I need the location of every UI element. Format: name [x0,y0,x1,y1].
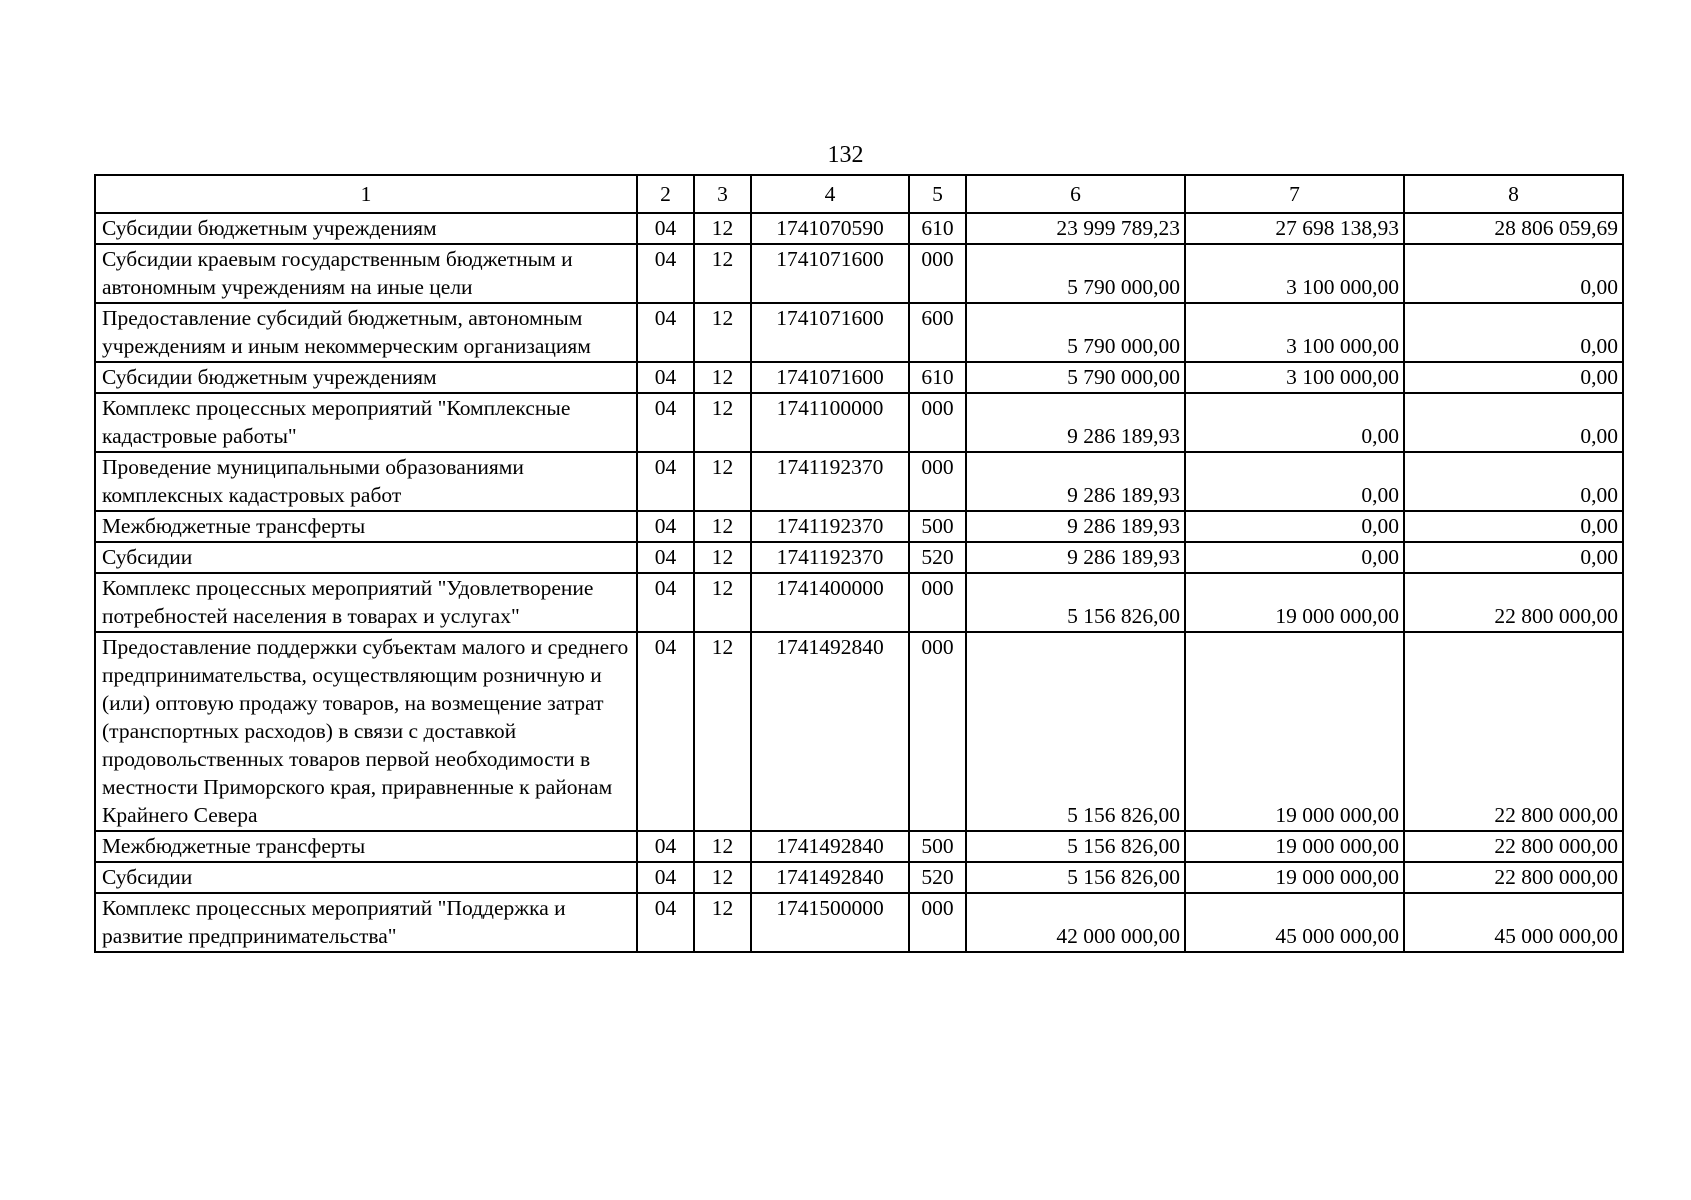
item-name: Межбюджетные трансферты [95,831,637,862]
section-code: 04 [637,831,694,862]
expense-type: 000 [909,632,966,831]
amount-col-7: 19 000 000,00 [1185,862,1404,893]
subsection-code: 12 [694,573,751,632]
target-article: 1741192370 [751,452,909,511]
amount-col-7: 3 100 000,00 [1185,244,1404,303]
table-row [95,862,1623,893]
table-row [95,831,1623,862]
amount-col-7: 0,00 [1185,452,1404,511]
item-name: Предоставление поддержки субъектам малого и среднего предпринимательства, осуществляющим розничную и (или) оптовую продажу товаров, на возмещение затрат (транспортных расходов) в связи с доставкой продовольственных товаров первой необходимости в местности Приморского края, приравненные к районам Крайнего Севера [95,632,637,831]
amount-col-6: 42 000 000,00 [966,893,1185,952]
amount-col-8: 0,00 [1404,511,1623,542]
table-row [95,632,1623,831]
table-row [95,393,1623,452]
expense-type: 610 [909,213,966,244]
table-row [95,244,1623,303]
amount-col-6: 5 156 826,00 [966,831,1185,862]
table-row [95,893,1623,952]
target-article: 1741492840 [751,831,909,862]
table-header-row [95,175,1623,213]
expense-type: 500 [909,831,966,862]
target-article: 1741071600 [751,303,909,362]
subsection-code: 12 [694,511,751,542]
target-article: 1741100000 [751,393,909,452]
amount-col-6: 5 156 826,00 [966,573,1185,632]
amount-col-8: 0,00 [1404,452,1623,511]
item-name: Субсидии краевым государственным бюджетным и автономным учреждениям на иные цели [95,244,637,303]
section-code: 04 [637,511,694,542]
target-article: 1741492840 [751,632,909,831]
item-name: Межбюджетные трансферты [95,511,637,542]
amount-col-7: 27 698 138,93 [1185,213,1404,244]
item-name: Субсидии [95,862,637,893]
column-header-1: 1 [95,175,637,213]
subsection-code: 12 [694,632,751,831]
section-code: 04 [637,862,694,893]
amount-col-6: 5 156 826,00 [966,632,1185,831]
target-article: 1741500000 [751,893,909,952]
expense-type: 000 [909,244,966,303]
amount-col-6: 9 286 189,93 [966,511,1185,542]
amount-col-7: 19 000 000,00 [1185,573,1404,632]
amount-col-8: 0,00 [1404,303,1623,362]
amount-col-6: 5 790 000,00 [966,362,1185,393]
subsection-code: 12 [694,893,751,952]
subsection-code: 12 [694,831,751,862]
item-name: Комплекс процессных мероприятий "Удовлетворение потребностей населения в товарах и услугах" [95,573,637,632]
amount-col-8: 22 800 000,00 [1404,862,1623,893]
expense-type: 610 [909,362,966,393]
amount-col-8: 0,00 [1404,393,1623,452]
amount-col-8: 0,00 [1404,244,1623,303]
item-name: Субсидии бюджетным учреждениям [95,213,637,244]
page-number: 132 [827,142,864,168]
subsection-code: 12 [694,393,751,452]
column-header-8: 8 [1404,175,1623,213]
section-code: 04 [637,893,694,952]
section-code: 04 [637,393,694,452]
subsection-code: 12 [694,362,751,393]
amount-col-8: 0,00 [1404,542,1623,573]
column-header-5: 5 [909,175,966,213]
amount-col-6: 9 286 189,93 [966,452,1185,511]
amount-col-7: 0,00 [1185,511,1404,542]
section-code: 04 [637,632,694,831]
item-name: Субсидии бюджетным учреждениям [95,362,637,393]
subsection-code: 12 [694,244,751,303]
amount-col-7: 19 000 000,00 [1185,831,1404,862]
amount-col-7: 45 000 000,00 [1185,893,1404,952]
amount-col-6: 23 999 789,23 [966,213,1185,244]
table-row [95,452,1623,511]
amount-col-7: 19 000 000,00 [1185,632,1404,831]
amount-col-6: 9 286 189,93 [966,393,1185,452]
expense-type: 600 [909,303,966,362]
column-header-2: 2 [637,175,694,213]
amount-col-6: 9 286 189,93 [966,542,1185,573]
item-name: Комплекс процессных мероприятий "Поддержка и развитие предпринимательства" [95,893,637,952]
section-code: 04 [637,573,694,632]
target-article: 1741192370 [751,511,909,542]
amount-col-8: 22 800 000,00 [1404,831,1623,862]
amount-col-7: 0,00 [1185,393,1404,452]
target-article: 1741400000 [751,573,909,632]
subsection-code: 12 [694,452,751,511]
item-name: Предоставление субсидий бюджетным, автономным учреждениям и иным некоммерческим организациям [95,303,637,362]
amount-col-6: 5 156 826,00 [966,862,1185,893]
table-row [95,573,1623,632]
amount-col-8: 22 800 000,00 [1404,573,1623,632]
target-article: 1741070590 [751,213,909,244]
budget-table [94,174,1624,953]
target-article: 1741192370 [751,542,909,573]
amount-col-8: 22 800 000,00 [1404,632,1623,831]
section-code: 04 [637,244,694,303]
subsection-code: 12 [694,862,751,893]
target-article: 1741071600 [751,244,909,303]
target-article: 1741071600 [751,362,909,393]
expense-type: 520 [909,862,966,893]
amount-col-6: 5 790 000,00 [966,303,1185,362]
subsection-code: 12 [694,213,751,244]
table-row [95,511,1623,542]
column-header-3: 3 [694,175,751,213]
table-row [95,213,1623,244]
item-name: Комплекс процессных мероприятий "Комплексные кадастровые работы" [95,393,637,452]
expense-type: 500 [909,511,966,542]
subsection-code: 12 [694,542,751,573]
column-header-7: 7 [1185,175,1404,213]
target-article: 1741492840 [751,862,909,893]
section-code: 04 [637,542,694,573]
amount-col-6: 5 790 000,00 [966,244,1185,303]
item-name: Проведение муниципальными образованиями комплексных кадастровых работ [95,452,637,511]
table-row [95,362,1623,393]
amount-col-8: 28 806 059,69 [1404,213,1623,244]
expense-type: 000 [909,452,966,511]
section-code: 04 [637,362,694,393]
section-code: 04 [637,213,694,244]
amount-col-8: 45 000 000,00 [1404,893,1623,952]
expense-type: 000 [909,393,966,452]
expense-type: 000 [909,573,966,632]
item-name: Субсидии [95,542,637,573]
table-row [95,542,1623,573]
amount-col-8: 0,00 [1404,362,1623,393]
amount-col-7: 3 100 000,00 [1185,303,1404,362]
amount-col-7: 3 100 000,00 [1185,362,1404,393]
expense-type: 520 [909,542,966,573]
section-code: 04 [637,452,694,511]
expense-type: 000 [909,893,966,952]
column-header-4: 4 [751,175,909,213]
section-code: 04 [637,303,694,362]
table-row [95,303,1623,362]
subsection-code: 12 [694,303,751,362]
column-header-6: 6 [966,175,1185,213]
amount-col-7: 0,00 [1185,542,1404,573]
